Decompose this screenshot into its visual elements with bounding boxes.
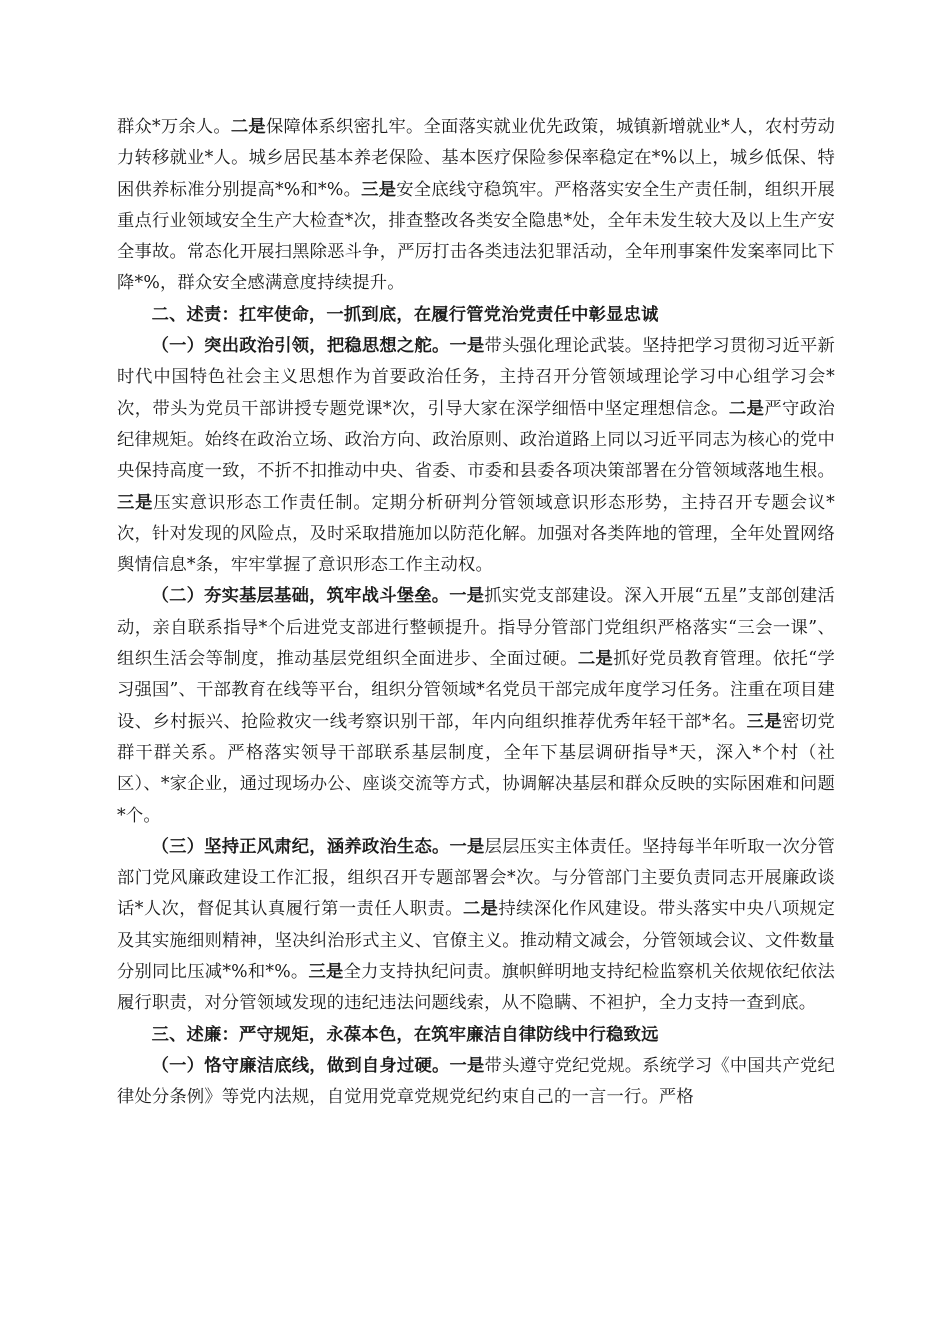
text-run: 保障体系织密扎牢。全面落实就业优先政策，城镇新增就业*人，农村劳动力转移就业*人。城乡居民基本养老保险、基本医疗保险参保率稳定在*%以上，城乡低保、特困供养标准分别提高*%和*%。 [117,117,835,200]
document-body [117,112,835,1114]
text-run: 带头强化理论武装。坚持把学习贯彻习近平新时代中国特色社会主义思想作为首要政治任务，主持召开分管领域理论学习中心组学习会*次，带头为党员干部讲授专题党课*次，引导大家在深学细悟中坚定理想信念。 [117,336,835,419]
text-run: 严守政治纪律规矩。始终在政治立场、政治方向、政治原则、政治道路上同以习近平同志为核心的党中央保持高度一致，不折不扣推动中央、省委、市委和县委各项决策部署在分管领域落地生根。 [117,398,835,482]
bold-text-run: 三、述廉：严守规矩，永葆本色，在筑牢廉洁自律防线中行稳致远 [151,1024,659,1045]
text-run: 带头遵守党纪党规。系统学习《中国共产党纪律处分条例》等党内法规，自觉用党章党规党纪约束自己的一言一行。严格 [117,1055,835,1108]
section-heading [117,300,835,331]
text-run: 群众*万余人。 [117,117,231,137]
bold-text-run: 三是 [308,962,344,983]
bold-text-run: 二、述责：扛牢使命，一抓到底，在履行管党治党责任中彰显忠诚 [151,304,659,325]
text-run: 持续深化作风建设。带头落实中央八项规定及其实施细则精神，坚决纠治形式主义、官僚主义。推动精文减会，分管领域会议、文件数量分别同比压减*%和*%。 [117,899,835,983]
bold-text-run: （三）坚持正风肃纪，涵养政治生态。一是 [151,836,485,857]
body-paragraph [117,331,835,581]
text-run: 层层压实主体责任。坚持每半年听取一次分管部门党风廉政建设工作汇报，组织召开专题部署会*次。与分管部门主要负责同志开展廉政谈话*人次，督促其认真履行第一责任人职责。 [117,836,835,920]
bold-text-run: 三是 [361,179,397,200]
text-run: 抓好党员教育管理。依托“学习强国”、干部教育在线等平台，组织分管领域*名党员干部完成年度学习任务。注重在项目建设、乡村振兴、抢险救灾一线考察识别干部，年内向组织推荐优秀年轻干部*名。 [117,649,836,732]
text-run: 密切党群干群关系。严格落实领导干部联系基层制度，全年下基层调研指导*天，深入*个村（社区）、*家企业，通过现场办公、座谈交流等方式，协调解决基层和群众反映的实际困难和问题*个。 [117,711,836,826]
bold-text-run: 二是 [230,117,266,137]
bold-text-run: （一）突出政治引领，把稳思想之舵。一是 [151,336,485,357]
text-run: 抓实党支部建设。深入开展“五星”支部创建活动，亲自联系指导*个后进党支部进行整顿提升。指导分管部门党组织严格落实“三会一课”、组织生活会等制度，推动基层党组织全面进步、全面过硬。 [117,586,835,670]
text-run: 压实意识形态工作责任制。定期分析研判分管领域意识形态形势，主持召开专题会议*次，针对发现的风险点，及时采取措施加以防范化解。加强对各类阵地的管理，全年处置网络舆情信息*条，牢牢掌握了意识形态工作主动权。 [117,492,835,576]
body-paragraph [117,832,835,1020]
bold-text-run: 二是 [462,899,499,920]
body-paragraph [117,581,835,831]
bold-text-run: （一）恪守廉洁底线，做到自身过硬。一是 [151,1055,485,1076]
text-run: 安全底线守稳筑牢。严格落实安全生产责任制，组织开展重点行业领域安全生产大检查*次，排查整改各类安全隐患*处，全年未发生较大及以上生产安全事故。常态化开展扫黑除恶斗争，严厉打击各类违法犯罪活动，全年刑事案件发案率同比下降*%，群众安全感满意度持续提升。 [117,179,835,294]
body-paragraph [117,112,835,300]
bold-text-run: （二）夯实基层基础，筑牢战斗堡垒。一是 [151,586,485,607]
bold-text-run: 三是 [117,492,154,513]
bold-text-run: 二是 [728,398,765,419]
bold-text-run: 二是 [577,649,614,670]
text-run: 全力支持执纪问责。旗帜鲜明地支持纪检监察机关依规依纪依法履行职责，对分管领域发现的违纪违法问题线索，从不隐瞒、不袒护，全力支持一查到底。 [117,962,835,1014]
section-heading [117,1020,835,1051]
body-paragraph [117,1051,835,1114]
bold-text-run: 三是 [746,711,783,732]
